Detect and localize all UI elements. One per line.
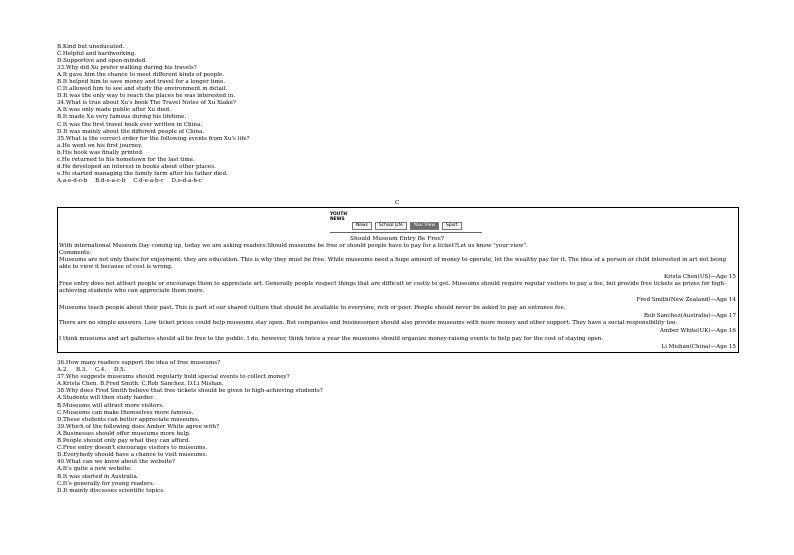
section-label: C bbox=[395, 200, 400, 206]
tab-sport[interactable]: Sport bbox=[442, 222, 462, 230]
option: C.d-e-a-b-c bbox=[133, 177, 164, 184]
question-block-top bbox=[57, 44, 250, 185]
question-block-bottom bbox=[57, 360, 323, 495]
option: C.4. bbox=[94, 367, 107, 374]
text-line: b.His book was finally printed. bbox=[57, 149, 144, 156]
comment-text: Museums teach people about their past. This is part of our shared culture that should be available to everyone, rich or poor. People should never be asked to pay an entrance fee. bbox=[59, 305, 566, 311]
question-33: 33.Why did Xu prefer walking during his travels? bbox=[57, 65, 197, 72]
question-34: 34.What is true about Xu's book The Travel Notes of Xu Xiake? bbox=[57, 100, 236, 107]
option: A.2. bbox=[57, 367, 69, 374]
option: B.3. bbox=[75, 367, 88, 374]
site-nav bbox=[352, 222, 462, 230]
text-line: d.He developed an interest in books about other places. bbox=[57, 163, 216, 170]
question-40: 40.What can we know about the website? bbox=[57, 459, 176, 466]
comment-author: Amber White(UK)—Age 16 bbox=[659, 328, 736, 334]
question-38: 38.Why does Fred Smith believe that free tickets should be given to high-achieving students? bbox=[57, 388, 323, 395]
text-line: A.Krista Chen. B.Fred Smith. C.Rob Sanchez. D.Li Mishan. bbox=[57, 381, 224, 388]
text-line: A.It was only made public after Xu died. bbox=[57, 107, 171, 114]
option: D.e-d-a-b-c bbox=[171, 177, 202, 184]
text-line: C.It allowed him to see and study the environment in detail. bbox=[57, 86, 228, 93]
text-line: c.He returned to his hometown for the last time. bbox=[57, 156, 195, 163]
text-line: D.It was the only way to reach the places he was interested in. bbox=[57, 93, 236, 100]
site-logo: YOUTH NEWS bbox=[330, 212, 347, 222]
tab-your-view[interactable]: Your View bbox=[410, 222, 439, 230]
article-intro: With international Museum Day coming up, today we are asking readers:Should museums be free or should people have to pay for a ticket?Let us know "your view". bbox=[59, 243, 528, 249]
text-line: A.It gave him the chance to meet different kinds of people. bbox=[57, 72, 225, 79]
comment-author: Li Mishan(China)—Age 15 bbox=[661, 344, 736, 350]
question-37: 37.Who suggests museums should regularly hold special events to collect money? bbox=[57, 374, 290, 381]
comment-author: Krista Chen(US)—Age 15 bbox=[663, 274, 736, 280]
text-line: D.These students can better appreciate museums. bbox=[57, 416, 200, 423]
text-line: C.It was the first travel book ever written in China. bbox=[57, 121, 203, 128]
text-line: D.It mainly discusses scientific topics. bbox=[57, 487, 165, 494]
text-line: D.Supportive and open-minded. bbox=[57, 58, 147, 65]
text-line: B.People should only pay what they can afford. bbox=[57, 438, 191, 445]
comment-text: There are no simple answers. Low ticket prices could help museums stay open. But companies and businessmen should also provide museums with more money and other support. They have a social responsibility too. bbox=[59, 320, 678, 326]
question-39: 39.Which of the following does Amber White agree with? bbox=[57, 423, 220, 430]
text-line: A.Students will then study harder. bbox=[57, 395, 154, 402]
tab-news[interactable]: News bbox=[352, 222, 372, 230]
comments-label: Comments: bbox=[59, 250, 92, 256]
comment-text: Museums are not only there for enjoyment; they are education. This is why they must be free. While museums need a huge amount of money to operate, let the wealthy pay for it. The idea of a person or child interested in art not being able to view it because of cost is wrong. bbox=[59, 257, 727, 270]
text-line: B.It was started in Australia. bbox=[57, 473, 139, 480]
website-header bbox=[330, 210, 482, 233]
option: B.d-e-a-c-b bbox=[95, 177, 126, 184]
text-line: a.He went on his first journey. bbox=[57, 142, 143, 149]
q36-options bbox=[57, 367, 323, 374]
text-line: D.Everybody should have a chance to visit museums. bbox=[57, 452, 208, 459]
text-line: A.It's quite a new website. bbox=[57, 466, 133, 473]
comment-author: Fred Smith(New Zealand)—Age 14 bbox=[636, 297, 736, 303]
tab-school-life[interactable]: School Life bbox=[375, 222, 407, 230]
q35-options bbox=[57, 178, 250, 185]
text-line: C.Museums can make themselves more famous. bbox=[57, 409, 194, 416]
option: D.5. bbox=[113, 367, 126, 374]
text-line: C.Free entry doesn't encourage visitors to museums. bbox=[57, 445, 208, 452]
text-line: C.Helpful and hardworking. bbox=[57, 51, 137, 58]
comment-text: Free entry does not attract people or encourage them to appreciate art. Generally people respect things that are difficult or costly to get. Museums should require regular visitors to pay a fee, but provide free tickets as prizes for high-achieving students who can appreciate them more. bbox=[59, 281, 726, 294]
question-36: 36.How many readers support the idea of free museums? bbox=[57, 360, 221, 366]
comment-text: I think museums and art galleries should all be free to the public. I do, however, think twice a year the museums should organize money-raising events to help pay for the cost of staying open. bbox=[59, 336, 604, 342]
text-line: e.He started managing the family farm after his father died. bbox=[57, 170, 228, 177]
text-line: B.It made Xu very famous during his lifetime. bbox=[57, 114, 187, 121]
comment-author: Rob Sanchez(Australia)—Age 17 bbox=[643, 313, 736, 319]
text-line: A.Businesses should offer museums more help. bbox=[57, 430, 191, 437]
text-line: C.It's generally for young readers. bbox=[57, 480, 155, 487]
text-line: B.Kind but uneducated. bbox=[57, 44, 125, 50]
article-title: Should Museum Entry Be Free? bbox=[350, 236, 444, 242]
option: A.a-e-d-c-b bbox=[57, 177, 88, 184]
text-line: D.It was mainly about the different people of China. bbox=[57, 128, 205, 135]
text-line: B.It helped him to save money and travel for a longer time. bbox=[57, 79, 226, 86]
question-35: 35.What is the correct order for the following events from Xu's life? bbox=[57, 135, 250, 142]
text-line: B.Museums will attract more visitors. bbox=[57, 402, 164, 409]
